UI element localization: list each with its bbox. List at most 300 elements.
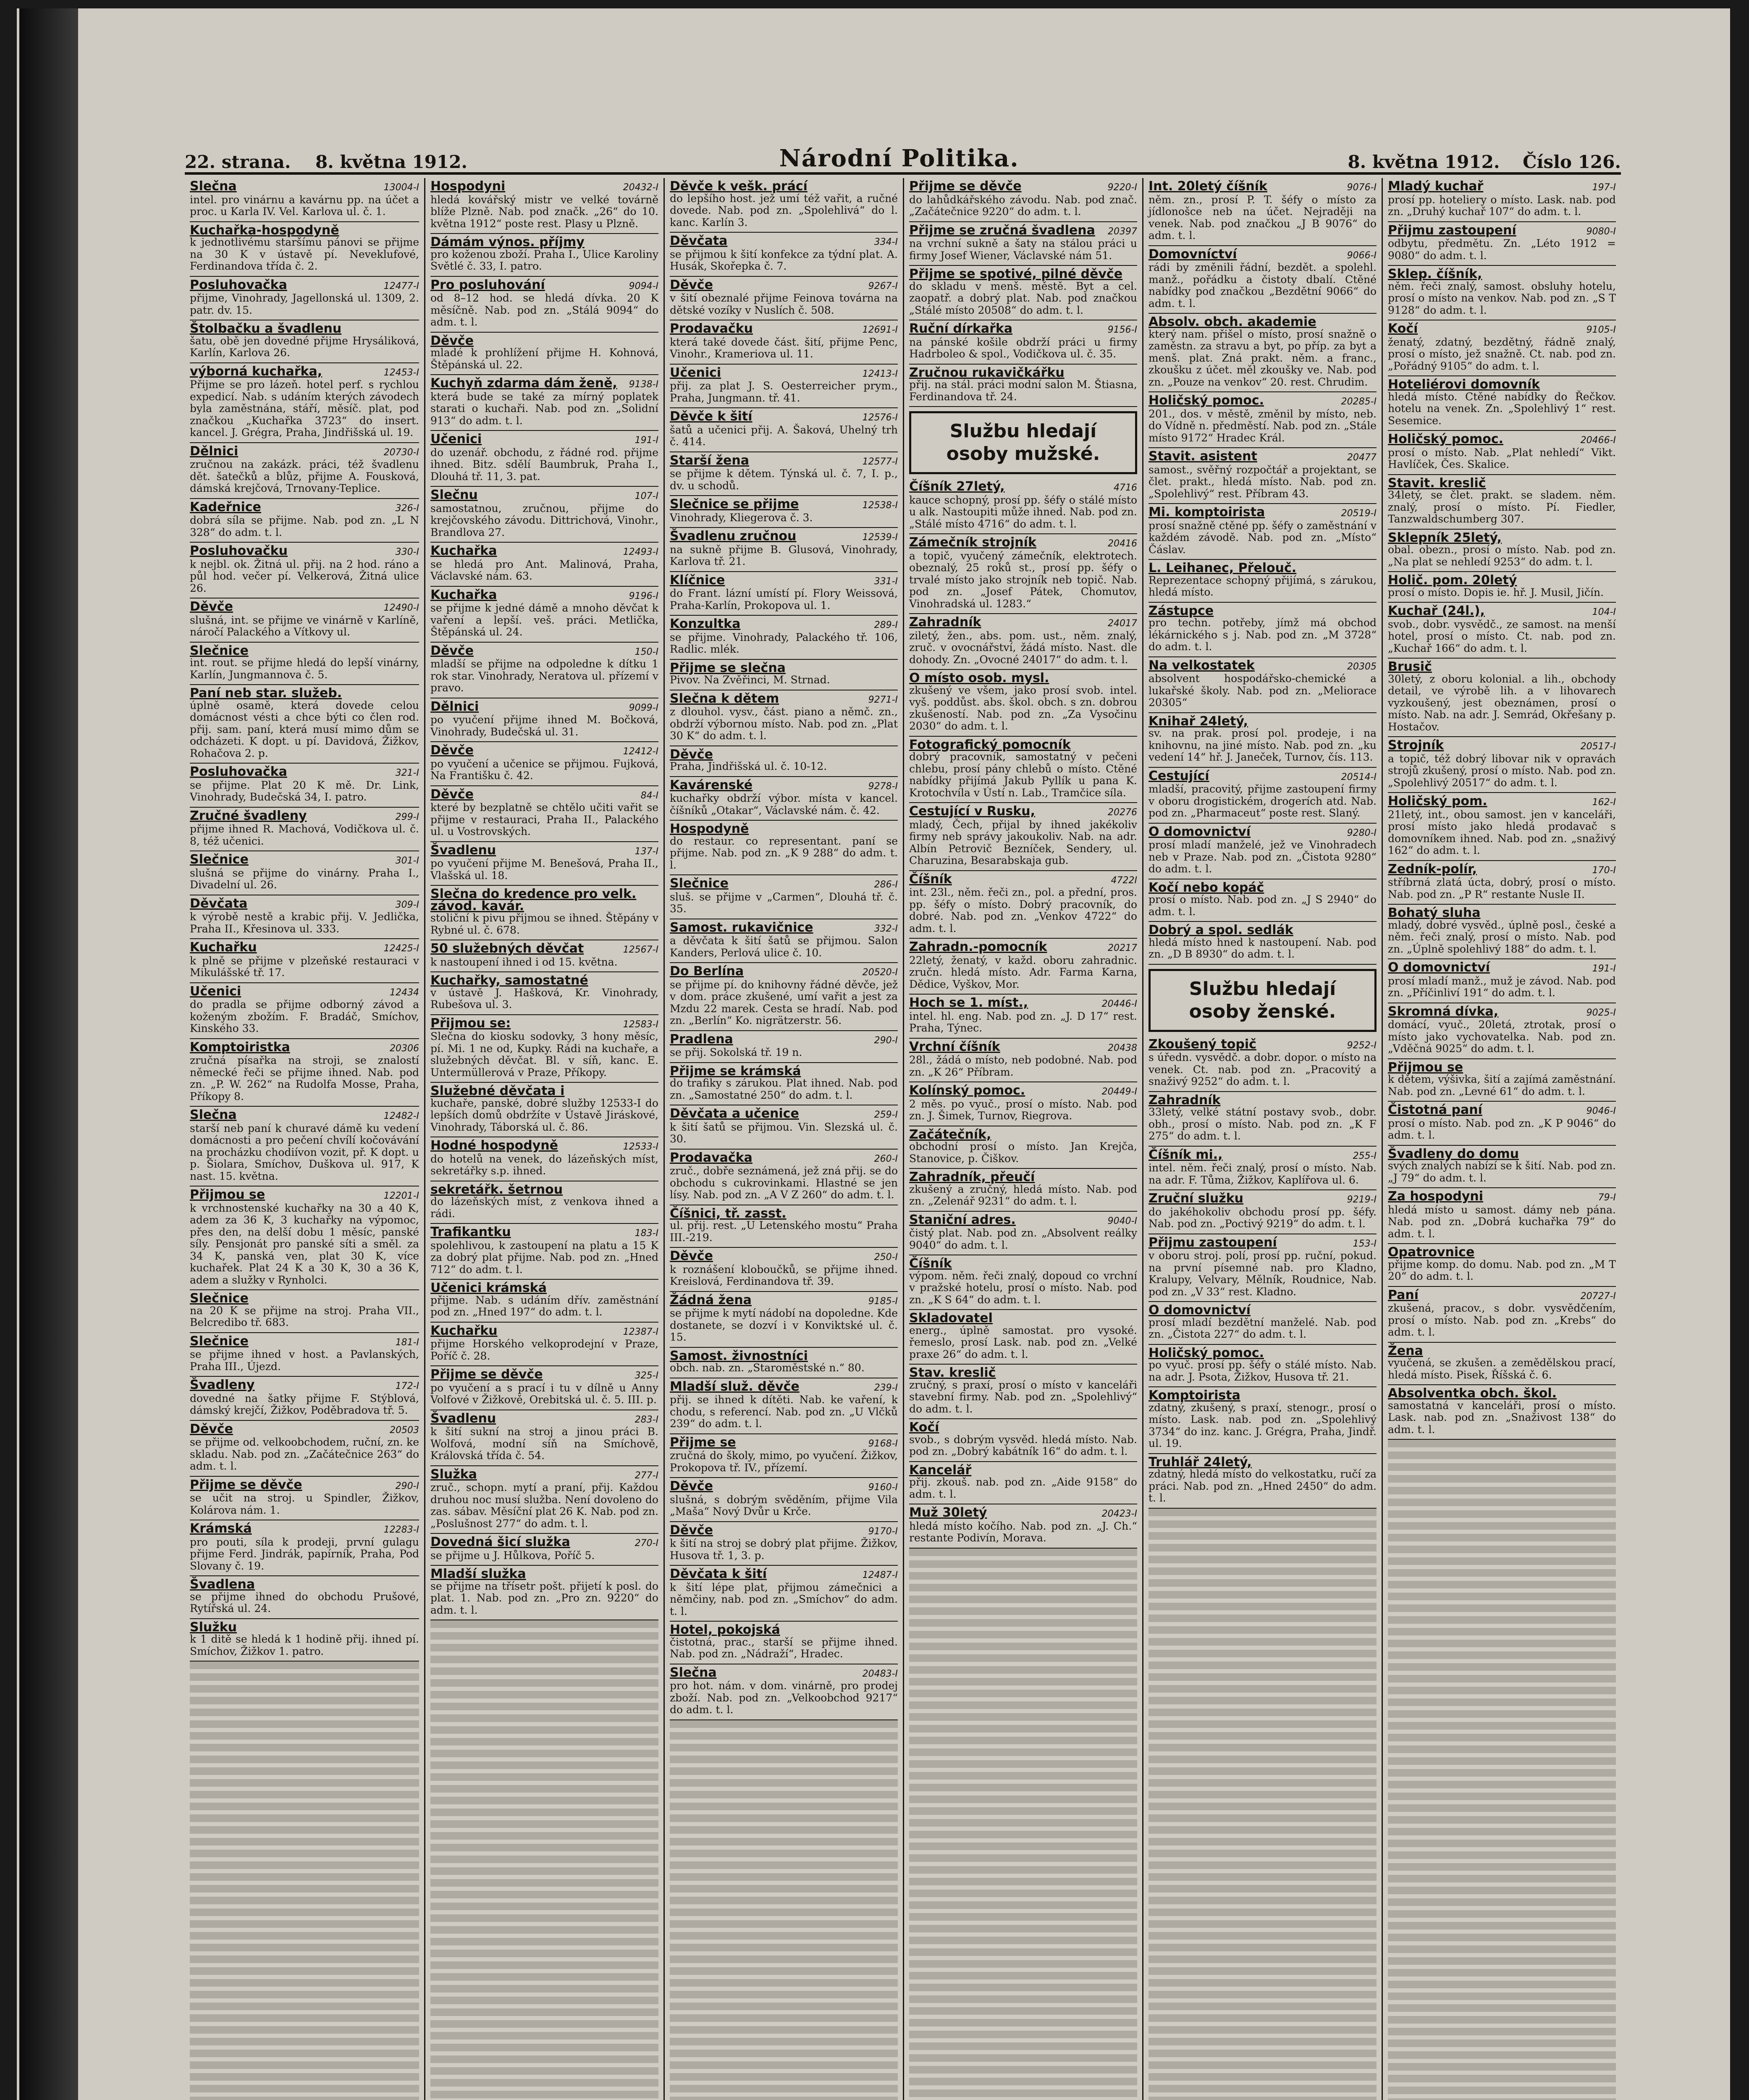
column-5 xyxy=(1142,178,1382,2100)
ad-header xyxy=(670,1568,898,1582)
classified-ad xyxy=(430,1323,658,1367)
ad-title: Domovníctví xyxy=(1149,247,1237,262)
ad-body: přij. na stál. práci modní salon M. Štiasna, Ferdinandova tř. 24. xyxy=(909,378,1137,403)
classified-ad xyxy=(670,963,898,1031)
ad-title: Děvče xyxy=(190,1421,233,1436)
ad-body: a děvčata k šití šatů se přijmou. Salon Kanders, Perlová ulice č. 10. xyxy=(670,934,898,959)
ad-body: zdatný, zkušený, s praxí, stenogr., prosí o místo. Lask. nab. pod zn. „Spolehlivý 3734“ do inz. kanc. J. Grégra, Praha, Jindř. ul. 19. xyxy=(1149,1401,1377,1449)
ad-code: 283-I xyxy=(635,1414,658,1425)
ad-title: Slečnice xyxy=(190,1291,249,1306)
classified-ad xyxy=(430,1181,658,1224)
ad-header xyxy=(190,986,419,999)
ad-title: Přijme se zručná švadlena xyxy=(909,223,1095,238)
ad-title: Bohatý sluha xyxy=(1388,906,1481,920)
classified-ad xyxy=(190,1576,419,1619)
classified-ad xyxy=(1149,1302,1377,1345)
classified-ad xyxy=(1388,266,1616,320)
classified-ad xyxy=(670,408,898,452)
ad-title: Děvče xyxy=(430,333,474,348)
ad-code: 150-I xyxy=(635,646,658,657)
ad-header xyxy=(430,943,658,956)
classified-ad xyxy=(670,1348,898,1378)
ad-title: Přijme se xyxy=(670,1435,736,1450)
ad-body: pro techn. potřeby, jímž má obchod lékárnického s j. Nab. pod zn. „M 3728“ do adm. t. l. xyxy=(1149,617,1377,653)
classified-ad xyxy=(670,277,898,321)
classified-ad xyxy=(1149,1345,1377,1388)
classified-ad xyxy=(909,1255,1137,1310)
ad-header xyxy=(1388,323,1616,336)
ad-body: kuchařky obdrží výbor. místa v kancel. číšníků „Otakar“, Václavské nám. č. 42. xyxy=(670,792,898,816)
illegible-text-filler xyxy=(909,1549,1137,2100)
section-heading-line: Službu hledají xyxy=(949,420,1097,442)
ad-body: prosí o místo. Nab. „Plat nehledí“ Vikt. Havlíček, Čes. Skalice. xyxy=(1388,446,1616,470)
classified-ad xyxy=(190,808,419,852)
classified-ad xyxy=(909,1419,1137,1462)
classified-ad xyxy=(909,222,1137,266)
ad-body: 30letý, z oboru kolonial. a lih., obchody detail, ve výrobě lih. a v lihovarech vyzkoušený, jest obeznámen, prosí o místo. Nab. na adr. J. Semrád, Okřešany p. Hostačov. xyxy=(1388,672,1616,733)
classified-ad xyxy=(190,1477,419,1521)
ad-body: intel. něm. řeči znalý, prosí o místo. Nab. na adr. F. Tůma, Žižkov, Kaplířova ul. 6. xyxy=(1149,1162,1377,1186)
ad-title: Přijmou se xyxy=(190,1187,265,1202)
classified-ad xyxy=(190,851,419,895)
ad-title: Int. 20letý číšník xyxy=(1149,179,1267,194)
ad-body: do lázeňských míst, z venkova ihned a rádi. xyxy=(430,1195,658,1220)
ad-body: samost., svěřný rozpočtář a projektant, se člet. prakt., hledá místo. Nab. pod zn. „Spolehlivý“ rest. Příbram 43. xyxy=(1149,463,1377,500)
ad-body: energ., úplně samostat. pro vysoké. řemeslo, prosí Lask. nab. pod zn. „Velké praxe 26“ do adm. t. l. xyxy=(909,1324,1137,1360)
ad-header xyxy=(1149,316,1377,328)
ad-body: se přij. Sokolská tř. 19 n. xyxy=(670,1046,802,1058)
ad-body: prosí o místo. Dopis ie. hř. J. Musil, Jičín. xyxy=(1388,586,1604,598)
ad-header xyxy=(670,1152,898,1166)
ad-title: Stavit. asistent xyxy=(1149,449,1257,464)
ad-header xyxy=(670,618,898,632)
ad-code: 191-I xyxy=(635,435,658,446)
ad-header xyxy=(670,1624,898,1636)
ad-header xyxy=(670,411,898,424)
ad-title: Čistotná paní xyxy=(1388,1102,1482,1117)
ad-body: dobrá síla se přijme. Nab. pod zn. „L N 328“ do adm. t. l. xyxy=(190,514,419,538)
ad-header xyxy=(190,1042,419,1055)
classified-ad xyxy=(430,842,658,886)
ad-header xyxy=(190,1293,419,1305)
ad-body: Praha, Jindřišská ul. č. 10-12. xyxy=(670,760,827,772)
ad-code: 12533-I xyxy=(623,1142,658,1152)
ad-body: přijme Horského velkoprodejní v Praze, Poříč č. 28. xyxy=(430,1338,658,1362)
ad-body: k plně se přijme v plzeňské restauraci v Mikulášské tř. 17. xyxy=(190,954,419,979)
ad-title: Brusič xyxy=(1388,659,1432,674)
ad-body: po vyučení přijme M. Benešová, Praha II., Vlašská ul. 18. xyxy=(430,857,658,882)
ad-title: Číšník 27letý, xyxy=(909,479,1005,494)
ad-body: stříbrná zlatá úcta, dobrý, prosí o místo. Nab. pod zn. „P R“ restante Nusle II. xyxy=(1388,876,1616,900)
ad-code: 20276 xyxy=(1108,807,1137,818)
ad-body: do trafiky s zárukou. Plat ihned. Nab. pod zn. „Samostatné 250“ do adm. t. l. xyxy=(670,1077,898,1101)
ad-code: 20449-I xyxy=(1101,1087,1137,1097)
ad-code: 20423-I xyxy=(1101,1509,1137,1519)
ad-code: 9025-I xyxy=(1586,1007,1616,1018)
ad-body: se přijme u J. Hůlkova, Poříč 5. xyxy=(430,1549,595,1562)
ad-body: čistotná, prac., starší se přijme ihned. Nab. pod zn. „Nádraží“, Hradec. xyxy=(670,1635,898,1660)
illegible-text-filler xyxy=(430,1620,658,2100)
ad-header xyxy=(430,1469,658,1482)
ad-body: šatů a učenici přij. A. Šaková, Uhelný trh č. 414. xyxy=(670,423,898,448)
ad-header xyxy=(670,662,898,675)
ad-body: zkušený ve všem, jako prosí svob. intel. vyš. poddůst. abs. škol. obch. s zn. dobrou zkušeností. Nab. pod zn. „Za Vysočinu 2030“ do adm. t. l. xyxy=(909,684,1137,732)
ad-header xyxy=(1388,1104,1616,1118)
ad-body: úplně osamě, která dovede celou domácnost vésti a chce býti co člen rod. přij. sam. paní, která musí mimo dům se odcházeti. K dopt. u pí. Davidová, Žižkov, Rohačova 2. p. xyxy=(190,699,419,759)
ad-body: a topič, též dobrý libovar nik v opravách strojů zkušený, prosí o místo. Nab. pod zn. „Spolehlivý 20517“ do adm. t. l. xyxy=(1388,752,1616,789)
ad-body: od 8–12 hod. se hledá dívka. 20 K měsíčně. Nab. pod zn. „Stálá 9094“ do adm. t. l. xyxy=(430,292,658,328)
classified-ad xyxy=(670,496,898,528)
column-1 xyxy=(185,178,424,2100)
ad-body: ženatý, zdatný, bezdětný, řádně znalý, prosí o místo, jež snažně. Ct. nab. pod zn. „Pořádný 9105“ do adm. t. l. xyxy=(1388,336,1616,372)
ad-code: 286-I xyxy=(874,879,898,890)
classified-ad xyxy=(430,643,658,698)
ad-header xyxy=(909,181,1137,194)
ad-body: do jakéhokoliv obchodu prosí pp. šéfy. Nab. pod zn. „Poctivý 9219“ do adm. t. l. xyxy=(1149,1205,1377,1230)
classified-ad xyxy=(190,222,419,277)
ad-title: Na velkostatek xyxy=(1149,658,1255,673)
ad-header xyxy=(909,537,1137,550)
classified-ad xyxy=(909,478,1137,534)
ad-title: Zručné švadleny xyxy=(190,808,307,823)
ad-title: Učenici xyxy=(190,984,241,999)
ad-body: intel. hl. eng. Nab. pod zn. „J. D 17“ rest. Praha, Týnec. xyxy=(909,1010,1137,1034)
ad-title: Dělnici xyxy=(430,699,479,714)
ad-title: Skladovatel xyxy=(909,1311,993,1326)
ad-header xyxy=(670,1437,898,1450)
ad-code: 12577-I xyxy=(862,456,898,467)
ad-body: s úředn. vysvědč. a dobr. dopor. o místo na venek. Ct. nab. pod zn. „Pracovitý a snaživý 9252“ do adm. t. l. xyxy=(1149,1051,1377,1087)
ad-title: Slečna xyxy=(190,1108,237,1122)
ad-body: stoliční k pivu přijmou se ihned. Štěpány v Rybné ul. č. 678. xyxy=(430,912,658,936)
ad-body: v oboru stroj. polí, prosí pp. ruční, pokud. na první písemné nab. pro Kladno, Kralupy, Velvary, Mělník, Roudnice, Nab. pod zn. „V 33“ rest. Kladno. xyxy=(1149,1250,1377,1298)
ad-body: zruč., dobře seznámená, jež zná přij. se do obchodu s cukrovinkami. Hlastné se jen lísy. Nab. pod zn. „A V Z 260“ do adm. t. l. xyxy=(670,1165,898,1201)
page-label: 22. strana. xyxy=(185,152,291,172)
classified-ad xyxy=(190,499,419,543)
classified-ad xyxy=(430,178,658,234)
ad-header xyxy=(1149,1390,1377,1402)
ad-code: 260-I xyxy=(874,1153,898,1164)
ad-header xyxy=(190,645,419,657)
binding-edge xyxy=(19,8,78,2100)
ad-body: svých znalých nabízí se k šití. Nab. pod zn. „J 79“ do adm. t. l. xyxy=(1388,1160,1616,1184)
ad-title: Slečnice se přijme xyxy=(670,497,799,512)
ad-header xyxy=(1388,1006,1616,1019)
ad-code: 79-I xyxy=(1598,1192,1616,1203)
ad-code: 20517-I xyxy=(1580,741,1616,752)
ad-header xyxy=(909,1312,1137,1325)
ad-code: 153-I xyxy=(1353,1238,1377,1249)
ad-title: Hoch se 1. míst., xyxy=(909,995,1028,1010)
ad-title: Hospodyně xyxy=(670,822,749,836)
ad-body: k dětem, výšivka, šití a zajímá zaměstnání. Nab. pod zn. „Levné 61“ do adm. t. l. xyxy=(1388,1073,1616,1097)
ad-header xyxy=(670,966,898,979)
ad-code: 12413-I xyxy=(862,368,898,379)
ad-header xyxy=(909,1129,1137,1141)
ad-code: 301-I xyxy=(395,856,419,866)
ad-body: přijme ihned R. Machová, Vodičkova ul. č. 8, též učenici. xyxy=(190,823,419,847)
ad-title: Pro posluhování xyxy=(430,277,545,292)
ad-title: Absolventka obch. škol. xyxy=(1388,1386,1557,1401)
ad-header xyxy=(1388,1148,1616,1160)
ad-body: samostatná v kanceláři, prosí o místo. Lask. nab. pod zn. „Snaživost 138“ do adm. t. l. xyxy=(1388,1399,1616,1436)
ad-code: 290-I xyxy=(874,1035,898,1046)
ad-code: 20519-I xyxy=(1341,508,1377,519)
ad-body: obch. nab. zn. „Staroměstské n.“ 80. xyxy=(670,1362,865,1374)
ad-body: k šití sukní na stroj a jinou práci B. Wolfová, modní síň na Smíchově, Královská třída č. 54. xyxy=(430,1425,658,1462)
ad-title: Přijmu zastoupení xyxy=(1388,223,1516,238)
ad-body: slušná se přijme do vinárny. Praha I., Divadelní ul. 26. xyxy=(190,866,419,891)
ad-header xyxy=(430,545,658,559)
ad-body: něm. řeči znalý, samost. obsluhy hotelu, prosí o místo na venkov. Nab. pod zn. „S T 9128“ do adm. t. l. xyxy=(1388,280,1616,316)
ad-header xyxy=(909,1085,1137,1098)
ad-header xyxy=(190,1379,419,1393)
ad-body: se přijme k mytí nádobí na dopoledne. Kde dostanete, se dozví i v Konviktské ul. č. 15. xyxy=(670,1307,898,1343)
ad-body: ul. přij. rest. „U Letenského mostu“ Praha III.-219. xyxy=(670,1219,898,1244)
classified-ad xyxy=(430,1366,658,1410)
ad-body: 2 měs. po vyuč., prosí o místo. Nab. pod zn. J. Šimek, Turnov, Riegrova. xyxy=(909,1097,1137,1122)
classified-ad xyxy=(430,886,658,940)
ad-body: do lepšího host. jež umí též vařit, a ručné dovede. Nab. pod zn. „Spolehlivá“ do l. kanc. Karlín 3. xyxy=(670,192,898,228)
ad-header xyxy=(190,1423,419,1437)
ad-header xyxy=(1388,575,1616,587)
classified-ad xyxy=(1149,768,1377,824)
ad-code: 12477-I xyxy=(383,281,419,291)
ad-header xyxy=(670,572,898,588)
ad-body: pro koženou zboží. Praha I., Ulice Karoliny Světlé č. 33, I. patro. xyxy=(430,248,658,272)
classified-ad xyxy=(1388,905,1616,959)
ad-title: Švadlenu xyxy=(430,843,496,858)
ad-header xyxy=(190,1189,419,1202)
classified-ad xyxy=(1388,1343,1616,1386)
ad-title: Děvče xyxy=(430,787,474,802)
ad-code: 12538-I xyxy=(862,500,898,511)
classified-ad xyxy=(1388,659,1616,737)
ad-body: 21letý, int., obou samost. jen v kanceláři, prosí místo jako hledá prodavač s domovníkem ihned. Nab. pod zn. „snaživý 162“ do adm. t. l. xyxy=(1388,808,1616,856)
ad-code: 20730-I xyxy=(383,447,419,458)
ad-code: 332-I xyxy=(874,923,898,934)
ad-title: Absolv. obch. akademie xyxy=(1149,315,1316,329)
ad-title: Posluhovačka xyxy=(190,764,287,779)
ad-header xyxy=(909,874,1137,887)
ad-code: 12487-I xyxy=(862,1570,898,1580)
ad-code: 9170-I xyxy=(868,1526,898,1537)
ad-code: 20432-I xyxy=(623,182,658,193)
ad-title: Zahradník xyxy=(1149,1092,1221,1108)
ad-code: 9105-I xyxy=(1586,325,1616,335)
classified-columns xyxy=(185,178,1621,2100)
ad-code: 170-I xyxy=(1592,865,1616,876)
ad-title: Přijme se děvče xyxy=(190,1477,302,1492)
ad-title: Pradlena xyxy=(670,1032,733,1047)
classified-ad xyxy=(190,643,419,685)
classified-ad xyxy=(1149,824,1377,879)
ad-title: Děvče xyxy=(190,599,233,614)
ad-body: se přijme ihned v host. a Pavlanských, Praha III., Újezd. xyxy=(190,1348,419,1373)
ad-body: v ústavě J. Hašková, Kr. Vinohrady, Rubešova ul. 3. xyxy=(430,986,658,1011)
ad-code: 12387-I xyxy=(623,1326,658,1337)
ad-code: 12425-I xyxy=(383,943,419,954)
ad-title: Učenici xyxy=(430,432,482,446)
classified-ad xyxy=(670,690,898,746)
classified-ad xyxy=(1149,1387,1377,1454)
ad-header xyxy=(190,688,419,700)
classified-ad xyxy=(430,543,658,587)
ad-header xyxy=(430,1413,658,1426)
ad-title: Knihař 24letý, xyxy=(1149,714,1248,729)
section-heading-line: osoby ženské. xyxy=(1189,1000,1336,1022)
ad-code: 330-I xyxy=(395,547,419,557)
ad-header xyxy=(909,323,1137,336)
ad-title: Dovedná šicí služka xyxy=(430,1535,570,1549)
ad-header xyxy=(670,777,898,793)
classified-ad xyxy=(190,543,419,598)
ad-header xyxy=(909,672,1137,685)
classified-ad xyxy=(190,320,419,363)
ad-header xyxy=(1149,1092,1377,1108)
ad-title: Zahradník, přeučí xyxy=(909,1170,1035,1184)
ad-title: Paní neb star. služeb. xyxy=(190,686,342,701)
ad-code: 20477 xyxy=(1347,452,1377,463)
classified-ad xyxy=(670,919,898,963)
ad-code: 9066-I xyxy=(1347,250,1377,261)
classified-ad xyxy=(670,1622,898,1664)
classified-ad xyxy=(1149,922,1377,965)
ad-code: 331-I xyxy=(874,576,898,587)
ad-code: 4716 xyxy=(1114,483,1137,493)
ad-title: Mladší služ. děvče xyxy=(670,1379,800,1394)
ad-body: přijme. Nab. s udáním dřív. zaměstnání pod zn. „Hned 197“ do adm. t. l. xyxy=(430,1294,658,1318)
ad-title: Kuchařku xyxy=(190,940,257,955)
ad-header xyxy=(670,823,898,835)
ad-body: intel. pro vinárnu a kavárnu pp. na účet a proc. u Karla IV. Vel. Karlova ul. č. 1. xyxy=(190,193,419,218)
ad-title: Přijmou se: xyxy=(430,1016,511,1031)
ad-code: 9185-I xyxy=(868,1296,898,1307)
ad-body: prosí mladí manž., muž je závod. Nab. pod zn. „Příčinliví 191“ do adm. t. l. xyxy=(1388,974,1616,999)
ad-body: hledá místo. Ctěné nabídky do Řečkov. hotelu na venek. Zn. „Spolehlivý 1“ rest. Sesemice. xyxy=(1388,390,1616,427)
ad-header xyxy=(909,739,1137,751)
ad-body: po vyučení a s prací i tu v dílně u Anny Volfové v Žižkově, Orebitská ul. č. 5. III. p. xyxy=(430,1381,658,1406)
ad-body: se přijme na třísetr pošt. přijetí k posl. do plat. 1. Nab. pod zn. „Pro zn. 9220“ do adm. t. l. xyxy=(430,1580,658,1616)
newspaper-title: Národní Politika. xyxy=(779,144,1019,172)
classified-ad xyxy=(670,660,898,690)
ad-code: 9138-I xyxy=(629,379,658,390)
classified-ad xyxy=(1149,1036,1377,1092)
ad-header xyxy=(1149,1305,1377,1317)
ad-body: pro pouti, síla k prodeji, první gulagu přijme Ferd. Jindrák, papírník, Praha, Pod Slovany č. 19. xyxy=(190,1536,419,1572)
ad-code: 20727-I xyxy=(1580,1291,1616,1302)
ad-title: Holičský pomoc. xyxy=(1149,393,1264,408)
ad-body: ziletý, žen., abs. pom. ust., něm. znalý, zruč. v ovocnářství, žádá místo. Nast. dle dohody. Zn. „Ovocné 24017“ do adm. t. l. xyxy=(909,629,1137,666)
classified-ad xyxy=(909,939,1137,995)
ad-body: samostatnou, zručnou, přijme do krejčovského závodu. Dittrichová, Vinohr., Brandlova 27. xyxy=(430,502,658,538)
ad-body: k šití lépe plat, přijmou zámečnici a němčiny, nab. pod zn. „Smíchov“ do adm. t. l. xyxy=(670,1581,898,1617)
ad-title: Děvče k vešk. prácí xyxy=(670,179,808,194)
ad-body: mladší se přijme na odpoledne k dítku 1 rok star. Vinohrady, Neratova ul. přízemí v pravo. xyxy=(430,658,658,694)
ad-header xyxy=(430,181,658,194)
ad-body: zkušený a zručný, hledá místo. Nab. pod zn. „Zelenář 9231“ do adm. t. l. xyxy=(909,1183,1137,1207)
ad-body: prosí pp. hoteliery o místo. Lask. nab. pod zn. „Druhý kuchař 107“ do adm. t. l. xyxy=(1388,193,1616,218)
ad-header xyxy=(190,1336,419,1349)
ad-title: Holičský pomoc. xyxy=(1388,432,1504,446)
classified-ad xyxy=(670,452,898,496)
classified-ad xyxy=(1149,657,1377,713)
ad-title: sekretářk. šetrnou xyxy=(430,1182,563,1197)
ad-header xyxy=(430,745,658,758)
ad-header xyxy=(430,489,658,503)
ad-title: Číšník mi., xyxy=(1149,1147,1223,1162)
classified-ad xyxy=(1388,530,1616,572)
classified-ad xyxy=(190,1520,419,1576)
classified-ad xyxy=(190,939,419,983)
ad-header xyxy=(909,1214,1137,1228)
ad-code: 290-I xyxy=(395,1480,419,1491)
ad-code: 277-I xyxy=(635,1470,658,1481)
classified-ad xyxy=(190,1186,419,1290)
classified-ad xyxy=(1388,1385,1616,1440)
ad-body: 28l., žádá o místo, neb podobné. Nab. pod zn. „K 26“ Příbram. xyxy=(909,1054,1137,1078)
ad-body: po vyučení přijme ihned M. Bočková, Vinohrady, Budečská ul. 31. xyxy=(430,714,658,738)
ad-title: Mladší služka xyxy=(430,1567,526,1581)
ad-header xyxy=(190,766,419,780)
ad-body: po vyučení a učenice se přijmou. Fujková, Na Františku č. 42. xyxy=(430,757,658,782)
ad-code: 270-I xyxy=(635,1538,658,1549)
ad-title: Slečna k dětem xyxy=(670,691,779,706)
ad-body: dobrý pracovník, samostatný v pečeni chlebu, prosí pány chlebů o místo. Ctěné nabídky přijímá Jakub Pyllík u pana K. Krotochvíla v Ústí n. Lab., Tramčice síla. xyxy=(909,751,1137,799)
ad-body: prosí o místo. Nab. pod zn. „J S 2940“ do adm. t. l. xyxy=(1149,893,1377,918)
ad-title: Žádná žena xyxy=(670,1292,752,1307)
ad-title: Děvčata xyxy=(670,234,728,248)
ad-body: do hotelů na venek, do lázeňských míst, sekretářky s.p. ihned. xyxy=(430,1152,658,1177)
ad-header xyxy=(670,1381,898,1394)
ad-title: Štolbačku a švadlenu xyxy=(190,321,342,336)
ad-header xyxy=(909,268,1137,281)
classified-ad xyxy=(430,1280,658,1323)
column-3 xyxy=(663,178,903,2100)
ad-body: čistý plat. Nab. pod zn. „Absolvent reálky 9040“ do adm. t. l. xyxy=(909,1227,1137,1251)
ad-code: 20285-I xyxy=(1341,396,1377,407)
ad-title: Zámečník strojník xyxy=(909,535,1036,550)
ad-code: 20306 xyxy=(390,1043,419,1054)
ad-code: 9094-I xyxy=(629,281,658,291)
ad-header xyxy=(430,789,658,802)
ad-code: 197-I xyxy=(1592,182,1616,193)
classified-ad xyxy=(1388,1287,1616,1343)
ad-title: Posluhovačku xyxy=(190,543,288,558)
ad-header xyxy=(1388,532,1616,544)
ad-title: Vrchní číšník xyxy=(909,1039,1000,1054)
ad-header xyxy=(670,499,898,512)
ad-title: Služku xyxy=(190,1620,237,1635)
ad-code: 289-I xyxy=(874,620,898,630)
ad-body: zručná písařka na stroji, se znalostí německé řeči se přijme ihned. Nab. pod zn. „P. W. 262“ na Rudolfa Mosse, Praha, Příkopy 8. xyxy=(190,1054,419,1102)
ad-header xyxy=(1388,1345,1616,1357)
ad-title: Komptoirista xyxy=(1149,1388,1240,1403)
ad-code: 12482-I xyxy=(383,1111,419,1121)
ad-body: přij. za plat J. S. Oesterreicher prym., Praha, Jungmann. tř. 41. xyxy=(670,380,898,404)
ad-header xyxy=(430,1568,658,1580)
ad-title: Číšník xyxy=(909,872,952,887)
ad-title: Holičský pom. xyxy=(1388,794,1487,808)
ad-header xyxy=(1388,225,1616,238)
ad-title: Staniční adres. xyxy=(909,1212,1016,1227)
classified-ad xyxy=(670,1105,898,1150)
classified-ad xyxy=(670,178,898,233)
ad-header xyxy=(909,225,1137,238)
ad-header xyxy=(190,810,419,824)
ad-code: 12283-I xyxy=(383,1525,419,1535)
ad-code: 9160-I xyxy=(868,1482,898,1493)
